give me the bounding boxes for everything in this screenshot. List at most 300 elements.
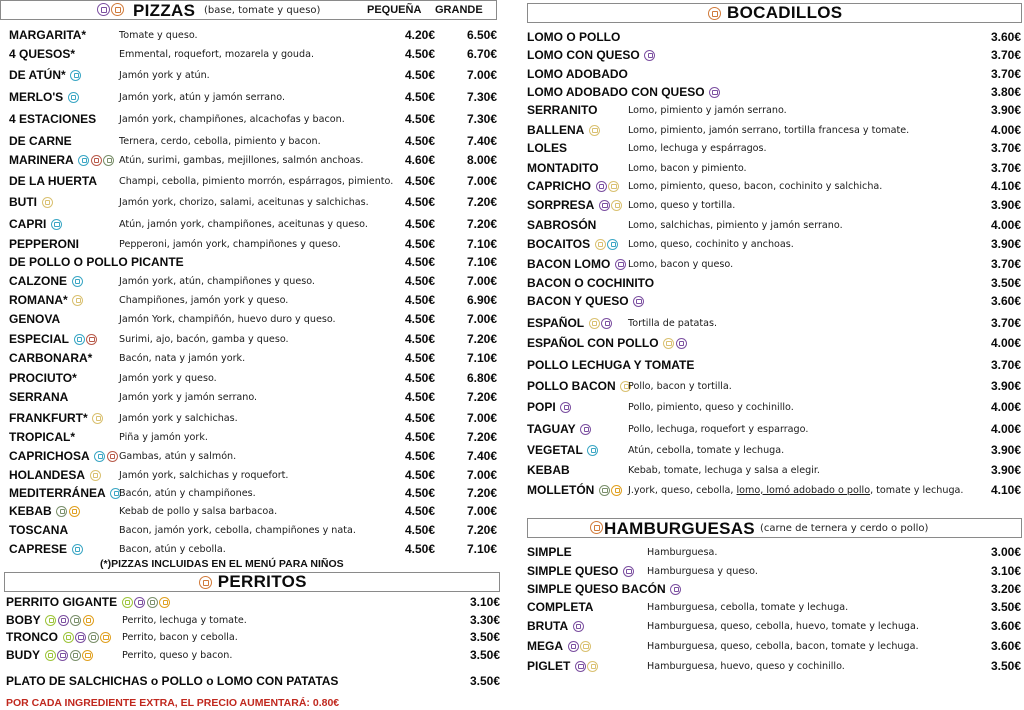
price-small: 4.50€ [404, 390, 435, 404]
mustard-allergen-icon [70, 615, 81, 626]
menu-item-row [527, 334, 1021, 352]
item-name-text: LOMO CON QUESO [527, 48, 640, 62]
item-description: Pollo, bacon y tortilla. [628, 380, 732, 392]
mustard-allergen-icon [103, 155, 114, 166]
item-price: 4.00€ [990, 336, 1021, 350]
menu-item-row [9, 132, 497, 150]
item-name-text: MERLO'S [9, 90, 64, 104]
price-large: 7.20€ [466, 486, 497, 500]
pizzas-subtitle: (base, tomate y queso) [204, 5, 321, 16]
item-name-text: ESPAÑOL [527, 316, 585, 330]
item-description: Ternera, cerdo, cebolla, pimiento y bacon. [119, 135, 321, 147]
item-description: Gambas, atún y salmón. [119, 450, 237, 462]
menu-item-row [527, 101, 1021, 119]
item-price: 3.90€ [990, 443, 1021, 457]
item-name [9, 90, 79, 104]
item-name-text: SABROSÓN [527, 218, 597, 232]
item-description-part: J.york, queso, cebolla, [628, 484, 737, 496]
price-small: 4.50€ [404, 174, 435, 188]
price-small: 4.50€ [404, 195, 435, 209]
menu-item-row [527, 139, 1021, 157]
item-price: 3.60€ [990, 639, 1021, 653]
menu-item-row [9, 26, 497, 44]
menu-item-row [527, 543, 1021, 561]
mustard-allergen-icon [88, 632, 99, 643]
item-description: Champi, cebolla, pimiento morrón, espárragos, pimiento. [119, 175, 394, 187]
hamburguesas-title: HAMBURGUESAS [604, 519, 755, 538]
item-name [9, 523, 68, 537]
item-name-text: BUDY [6, 648, 41, 662]
item-name-text: ROMANA* [9, 293, 68, 307]
item-description: Bacón, atún y champiñones. [119, 487, 256, 499]
price-large: 8.00€ [466, 153, 497, 167]
item-description: Lomo, pimiento y jamón serrano. [628, 104, 787, 116]
price-large: 7.20€ [466, 195, 497, 209]
menu-item-row [527, 255, 1021, 273]
item-name [527, 639, 591, 653]
price-large: 7.30€ [466, 90, 497, 104]
item-name-text: CALZONE [9, 274, 67, 288]
item-price: 3.50€ [990, 659, 1021, 673]
item-name [527, 276, 654, 290]
lactose-allergen-icon [601, 318, 612, 329]
fish-allergen-icon [70, 70, 81, 81]
price-small: 4.50€ [404, 542, 435, 556]
item-name-text: 4 ESTACIONES [9, 112, 97, 126]
price-large: 7.40€ [466, 134, 497, 148]
plate-price: 3.50€ [469, 674, 500, 688]
item-name [527, 379, 631, 393]
plate-name: PLATO DE SALCHICHAS o POLLO o LOMO CON PATATAS [6, 674, 339, 688]
item-price: 3.90€ [990, 463, 1021, 477]
fish-allergen-icon [607, 239, 618, 250]
price-small: 4.50€ [404, 486, 435, 500]
pizzas-title: PIZZAS [133, 1, 196, 20]
item-name-text: KEBAB [9, 504, 52, 518]
menu-item-row [527, 356, 1021, 374]
item-name [9, 195, 53, 209]
item-price: 3.70€ [990, 316, 1021, 330]
item-allergen-icons [597, 200, 622, 211]
item-description: Tortilla de patatas. [628, 317, 718, 329]
sesame-allergen-icon [708, 7, 721, 20]
item-description: Hamburguesa, queso, cebolla, huevo, tomate y lechuga. [647, 620, 919, 632]
item-name [527, 141, 567, 155]
menu-item-row [9, 291, 497, 309]
item-description: Lomo, queso y tortilla. [628, 199, 736, 211]
lactose-allergen-icon [670, 584, 681, 595]
menu-item-row [9, 172, 497, 190]
sulphite-allergen-icon [72, 295, 83, 306]
item-name-text: MARINERA [9, 153, 74, 167]
item-description: Perrito, lechuga y tomate. [122, 614, 247, 626]
item-name-text: DE ATÚN* [9, 68, 66, 82]
egg-allergen-icon [69, 506, 80, 517]
menu-item-row [527, 657, 1021, 675]
item-name-text: PIGLET [527, 659, 571, 673]
price-small: 4.50€ [404, 312, 435, 326]
item-description: Jamón york y jamón serrano. [119, 391, 258, 403]
col-small-header: PEQUEÑA [367, 4, 422, 16]
item-name [527, 257, 626, 271]
menu-item-row [527, 196, 1021, 214]
price-large: 6.70€ [466, 47, 497, 61]
gluten-allergen-icon [45, 650, 56, 661]
item-name [527, 483, 622, 497]
item-name-text: PEPPERONI [9, 237, 80, 251]
item-price: 3.20€ [990, 582, 1021, 596]
item-allergen-icons [594, 181, 619, 192]
menu-item-row [527, 598, 1021, 616]
item-name [9, 153, 114, 167]
item-allergen-icons [77, 155, 115, 166]
fish-allergen-icon [51, 219, 62, 230]
crustacean-allergen-icon [107, 451, 118, 462]
menu-item-row [9, 88, 497, 106]
item-name-text: KEBAB [527, 463, 570, 477]
menu-item-row [9, 253, 497, 271]
sulphite-allergen-icon [611, 200, 622, 211]
fish-allergen-icon [94, 451, 105, 462]
item-name [9, 134, 72, 148]
item-name-text: POPI [527, 400, 556, 414]
menu-item-row [527, 481, 1021, 499]
item-name-text: PERRITO GIGANTE [6, 595, 118, 609]
menu-item-row [527, 398, 1021, 416]
item-name-text: MOLLETÓN [527, 483, 595, 497]
item-price: 3.70€ [990, 48, 1021, 62]
menu-item-row [9, 484, 497, 502]
item-allergen-icons [88, 470, 101, 481]
price-small: 4.20€ [404, 28, 435, 42]
item-name [527, 659, 598, 673]
item-description: Hamburguesa, huevo, queso y cochinillo. [647, 660, 845, 672]
item-allergen-icons [70, 544, 83, 555]
item-name [527, 463, 570, 477]
item-allergen-icons [662, 338, 687, 349]
menu-item-row [9, 409, 497, 427]
price-large: 7.10€ [466, 237, 497, 251]
price-small: 4.50€ [404, 411, 435, 425]
pizzas-header [0, 0, 497, 20]
item-name [527, 30, 620, 44]
menu-item-row [527, 46, 1021, 64]
fish-allergen-icon [68, 92, 79, 103]
price-large: 6.90€ [466, 293, 497, 307]
item-description: Lomo, lechuga y espárragos. [628, 142, 767, 154]
item-name [9, 468, 101, 482]
item-description: Lomo, pimiento, jamón serrano, tortilla francesa y tomate. [628, 124, 910, 136]
egg-allergen-icon [159, 597, 170, 608]
item-description: Jamón york, atún y jamón serrano. [119, 91, 285, 103]
menu-item-row [6, 611, 500, 629]
item-name-text: COMPLETA [527, 600, 594, 614]
item-allergen-icons [632, 296, 645, 307]
fish-allergen-icon [72, 276, 83, 287]
item-name-text: MARGARITA* [9, 28, 87, 42]
item-price: 3.70€ [990, 358, 1021, 372]
fish-allergen-icon [74, 334, 85, 345]
extra-ingredient-note: POR CADA INGREDIENTE EXTRA, EL PRECIO AUMENTARÁ: 0.80€ [6, 697, 340, 709]
price-large: 6.80€ [466, 371, 497, 385]
price-small: 4.50€ [404, 237, 435, 251]
menu-item-row [9, 215, 497, 233]
item-description: Atún, cebolla, tomate y lechuga. [628, 444, 785, 456]
menu-item-row [9, 110, 497, 128]
egg-allergen-icon [100, 632, 111, 643]
item-name [6, 613, 94, 627]
item-description: Hamburguesa y queso. [647, 565, 758, 577]
price-large: 7.10€ [466, 542, 497, 556]
item-name-text: BOCAITOS [527, 237, 591, 251]
item-price: 3.10€ [990, 564, 1021, 578]
item-allergen-icons [613, 259, 626, 270]
item-name-text: CARBONARA* [9, 351, 93, 365]
sesame-allergen-icon [199, 576, 212, 589]
item-description-part: lomo, lomó adobado o pollo [736, 484, 871, 496]
item-allergen-icons [586, 445, 599, 456]
hamburguesas-header-icons [588, 521, 603, 534]
item-allergen-icons [49, 219, 62, 230]
item-name-text: TAGUAY [527, 422, 576, 436]
item-price: 3.60€ [990, 294, 1021, 308]
menu-item-row [9, 369, 497, 387]
item-name [527, 400, 571, 414]
menu-item-row [527, 235, 1021, 253]
price-small: 4.50€ [404, 255, 435, 269]
menu-item-row [527, 441, 1021, 459]
menu-item-row [527, 177, 1021, 195]
mustard-allergen-icon [147, 597, 158, 608]
menu-item-row [527, 216, 1021, 234]
item-name-text: TOSCANA [9, 523, 69, 537]
menu-item-row [527, 274, 1021, 292]
item-name-text: HOLANDESA [9, 468, 86, 482]
price-small: 4.50€ [404, 217, 435, 231]
item-name [527, 422, 591, 436]
lactose-allergen-icon [615, 259, 626, 270]
perritos-title: PERRITOS [217, 572, 307, 591]
item-description: Atún, surimi, gambas, mejillones, salmón anchoas. [119, 154, 364, 166]
item-name-text: ESPECIAL [9, 332, 70, 346]
item-description: Bacon, jamón york, cebolla, champiñones y nata. [119, 524, 356, 536]
item-name [9, 430, 75, 444]
item-price: 3.90€ [990, 237, 1021, 251]
item-price: 4.00€ [990, 218, 1021, 232]
item-price: 3.30€ [469, 613, 500, 627]
item-price: 4.00€ [990, 422, 1021, 436]
item-name-text: SIMPLE QUESO BACÓN [527, 582, 666, 596]
item-price: 3.50€ [990, 276, 1021, 290]
item-description: Jamón york, champiñones, alcachofas y bacon. [119, 113, 345, 125]
item-name-text: CAPRI [9, 217, 47, 231]
item-description: Perrito, bacon y cebolla. [122, 631, 238, 643]
menu-item-row [9, 428, 497, 446]
lactose-allergen-icon [134, 597, 145, 608]
item-name-text: VEGETAL [527, 443, 583, 457]
item-description: Jamón york, atún, champiñones y queso. [119, 275, 315, 287]
item-allergen-icons [643, 50, 656, 61]
sulphite-allergen-icon [595, 239, 606, 250]
item-description: Surimi, ajo, bacón, gamba y queso. [119, 333, 289, 345]
item-description: Jamón york, chorizo, salami, aceitunas y salchichas. [119, 196, 369, 208]
item-name [9, 274, 83, 288]
item-name [527, 358, 694, 372]
menu-item-row [527, 292, 1021, 310]
item-name [9, 312, 60, 326]
item-name-text: SERRANITO [527, 103, 598, 117]
item-name [9, 112, 96, 126]
item-name [527, 545, 572, 559]
menu-item-row [6, 628, 500, 646]
sulphite-allergen-icon [589, 125, 600, 136]
item-price: 3.90€ [990, 198, 1021, 212]
item-allergen-icons [71, 295, 84, 306]
item-name [9, 351, 92, 365]
menu-item-row [527, 637, 1021, 655]
price-small: 4.50€ [404, 293, 435, 307]
item-price: 3.90€ [990, 103, 1021, 117]
item-name-text: POLLO BACON [527, 379, 616, 393]
item-name [527, 103, 597, 117]
price-large: 7.20€ [466, 523, 497, 537]
lactose-allergen-icon [560, 402, 571, 413]
lactose-allergen-icon [599, 200, 610, 211]
price-large: 7.20€ [466, 390, 497, 404]
item-description: Lomo, pimiento, queso, bacon, cochinito y salchicha. [628, 180, 883, 192]
item-name [9, 68, 81, 82]
price-large: 7.00€ [466, 411, 497, 425]
item-description: Bacón, nata y jamón york. [119, 352, 246, 364]
price-small: 4.50€ [404, 468, 435, 482]
menu-item-row [6, 593, 500, 611]
item-name [527, 123, 600, 137]
bocadillos-header [527, 3, 1022, 23]
menu-item-row [9, 151, 497, 169]
item-description: Lomo, bacon y pimiento. [628, 162, 747, 174]
item-description: Lomo, salchichas, pimiento y jamón serrano. [628, 219, 843, 231]
item-name [6, 595, 170, 609]
item-name-text: DE LA HUERTA [9, 174, 97, 188]
price-small: 4.60€ [404, 153, 435, 167]
item-description: Hamburguesa, queso, cebolla, bacon, tomate y lechuga. [647, 640, 919, 652]
menu-item-row [9, 447, 497, 465]
item-price: 4.10€ [990, 483, 1021, 497]
menu-item-row [9, 310, 497, 328]
menu-item-row [9, 66, 497, 84]
item-description: Pollo, pimiento, queso y cochinillo. [628, 401, 794, 413]
menu-item-row [527, 314, 1021, 332]
item-description: Hamburguesa, cebolla, tomate y lechuga. [647, 601, 849, 613]
price-small: 4.50€ [404, 332, 435, 346]
egg-allergen-icon [82, 650, 93, 661]
item-name-text: SERRANA [9, 390, 69, 404]
sulphite-allergen-icon [580, 641, 591, 652]
hamburguesas-subtitle: (carne de ternera y cerdo o pollo) [760, 523, 929, 534]
item-name-text: SIMPLE [527, 545, 572, 559]
item-description: Lomo, queso, cochinito y anchoas. [628, 238, 794, 250]
menu-item-row [527, 420, 1021, 438]
lactose-allergen-icon [623, 566, 634, 577]
item-name [527, 619, 584, 633]
item-price: 3.70€ [990, 257, 1021, 271]
item-name-text: GENOVA [9, 312, 61, 326]
menu-item-row [527, 83, 1021, 101]
price-small: 4.50€ [404, 504, 435, 518]
item-name-text: MEDITERRÁNEA [9, 486, 106, 500]
item-allergen-icons [120, 597, 170, 608]
item-description: Jamón york y atún. [119, 69, 210, 81]
menu-item-row [9, 193, 497, 211]
item-name [527, 179, 619, 193]
menu-item-row [9, 330, 497, 348]
price-large: 7.00€ [466, 274, 497, 288]
item-name-text: LOMO ADOBADO [527, 67, 628, 81]
item-name [9, 390, 68, 404]
item-name-text: SORPRESA [527, 198, 595, 212]
lactose-allergen-icon [676, 338, 687, 349]
item-allergen-icons [573, 661, 598, 672]
item-price: 3.50€ [469, 630, 500, 644]
item-name [9, 449, 118, 463]
menu-item-row [9, 235, 497, 253]
item-price: 3.90€ [990, 379, 1021, 393]
item-description: Lomo, bacon y queso. [628, 258, 734, 270]
item-price: 3.70€ [990, 67, 1021, 81]
plate-row [6, 672, 500, 690]
price-large: 7.00€ [466, 504, 497, 518]
item-name-text: DE CARNE [9, 134, 72, 148]
item-name-text: BACON O COCHINITO [527, 276, 655, 290]
bocadillos-header-icons [707, 7, 722, 20]
item-name [9, 255, 184, 269]
price-large: 7.20€ [466, 217, 497, 231]
item-name [527, 443, 598, 457]
item-price: 3.60€ [990, 619, 1021, 633]
item-name [527, 67, 628, 81]
item-name [527, 582, 681, 596]
item-name-text: PROCIUTO* [9, 371, 77, 385]
item-description: Jamón York, champiñón, huevo duro y queso. [119, 313, 336, 325]
item-name [527, 294, 644, 308]
price-large: 7.10€ [466, 351, 497, 365]
fish-allergen-icon [587, 445, 598, 456]
item-price: 3.00€ [990, 545, 1021, 559]
price-large: 6.50€ [466, 28, 497, 42]
item-description-part: , tomate y lechuga. [870, 484, 964, 496]
menu-item-row [9, 349, 497, 367]
item-name [9, 332, 97, 346]
item-name [527, 48, 655, 62]
price-large: 7.40€ [466, 449, 497, 463]
item-name-text: MONTADITO [527, 161, 599, 175]
item-allergen-icons [587, 318, 612, 329]
lactose-allergen-icon [644, 50, 655, 61]
item-price: 4.00€ [990, 123, 1021, 137]
item-name-text: LOMO O POLLO [527, 30, 621, 44]
item-name [9, 542, 83, 556]
item-name [527, 600, 593, 614]
sulphite-allergen-icon [589, 318, 600, 329]
lactose-allergen-icon [596, 181, 607, 192]
item-name [9, 47, 75, 61]
item-allergen-icons [93, 451, 118, 462]
item-description: Atún, jamón york, champiñones, aceitunas y queso. [119, 218, 368, 230]
item-name [527, 161, 599, 175]
price-large: 7.20€ [466, 430, 497, 444]
item-description: Champiñones, jamón york y queso. [119, 294, 289, 306]
menu-item-row [9, 466, 497, 484]
